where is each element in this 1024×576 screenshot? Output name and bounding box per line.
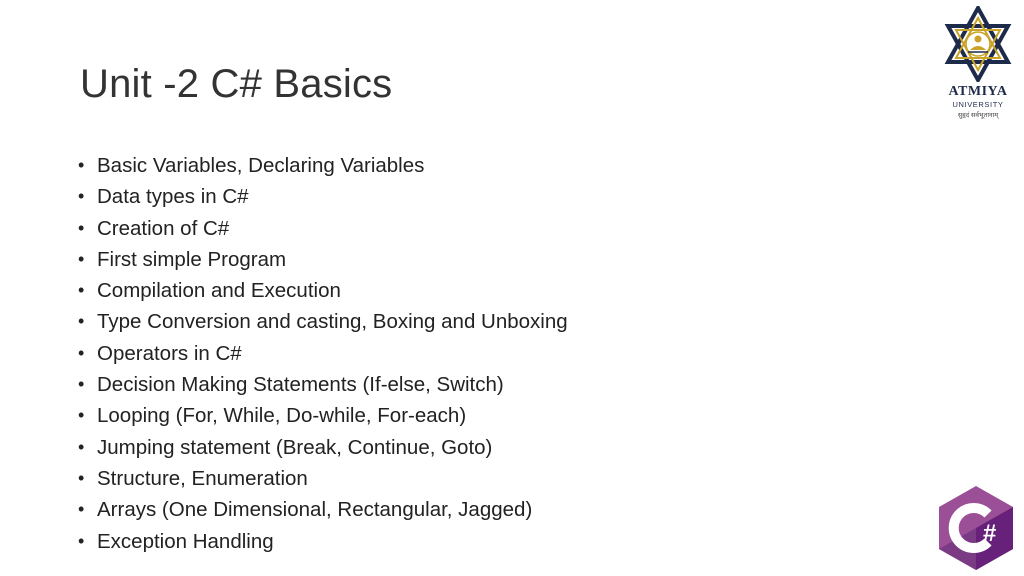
list-item [78,306,568,337]
list-item-text: Arrays (One Dimensional, Rectangular, Jagged) [97,498,533,522]
bullet-icon: • [78,155,85,175]
university-motto: सुहृदं सर्वभूतानाम् [957,112,999,119]
list-item [78,432,568,463]
bullet-icon: • [78,374,85,395]
bullet-icon: • [78,405,85,426]
list-item [78,463,568,494]
bullet-icon: • [78,499,85,520]
list-item-text: Exception Handling [97,529,274,553]
bullet-icon: • [78,342,85,363]
bullet-icon: • [78,186,85,207]
list-item [78,400,568,431]
list-item-text: Compilation and Execution [97,279,341,303]
bullet-icon: • [78,530,85,551]
list-item-text: Structure, Enumeration [97,466,308,490]
bullet-icon: • [78,280,85,301]
bullet-icon: • [78,467,85,488]
list-item [78,338,568,369]
list-item-text: Operators in C# [97,341,242,365]
list-item [78,150,568,181]
topic-list [78,150,568,557]
list-item-text: First simple Program [97,247,287,271]
bullet-icon: • [78,311,85,332]
university-logo [936,6,1020,124]
csharp-logo-label: # [983,520,997,547]
bullet-icon: • [78,248,85,269]
list-item-text: Type Conversion and casting, Boxing and Unboxing [97,310,568,334]
list-item [78,369,568,400]
slide-title: Unit -2 C# Basics [80,62,393,106]
list-item-text: Looping (For, While, Do-while, For-each) [97,404,467,428]
list-item [78,494,568,525]
list-item [78,526,568,557]
list-item-text: Jumping statement (Break, Continue, Goto) [97,435,493,459]
bullet-icon: • [78,436,85,457]
list-item [78,181,568,212]
list-item-text: Decision Making Statements (If-else, Switch) [97,373,504,397]
university-subtitle: UNIVERSITY [952,100,1004,109]
star-emblem-icon [944,6,1012,82]
list-item [78,275,568,306]
list-item-text: Creation of C# [97,216,230,240]
university-name: ATMIYA [948,84,1008,99]
list-item-text: Basic Variables, Declaring Variables [97,154,425,177]
bullet-icon: • [78,217,85,238]
list-item [78,244,568,275]
csharp-logo-icon [936,484,1016,572]
list-item-text: Data types in C# [97,185,249,209]
list-item [78,213,568,244]
